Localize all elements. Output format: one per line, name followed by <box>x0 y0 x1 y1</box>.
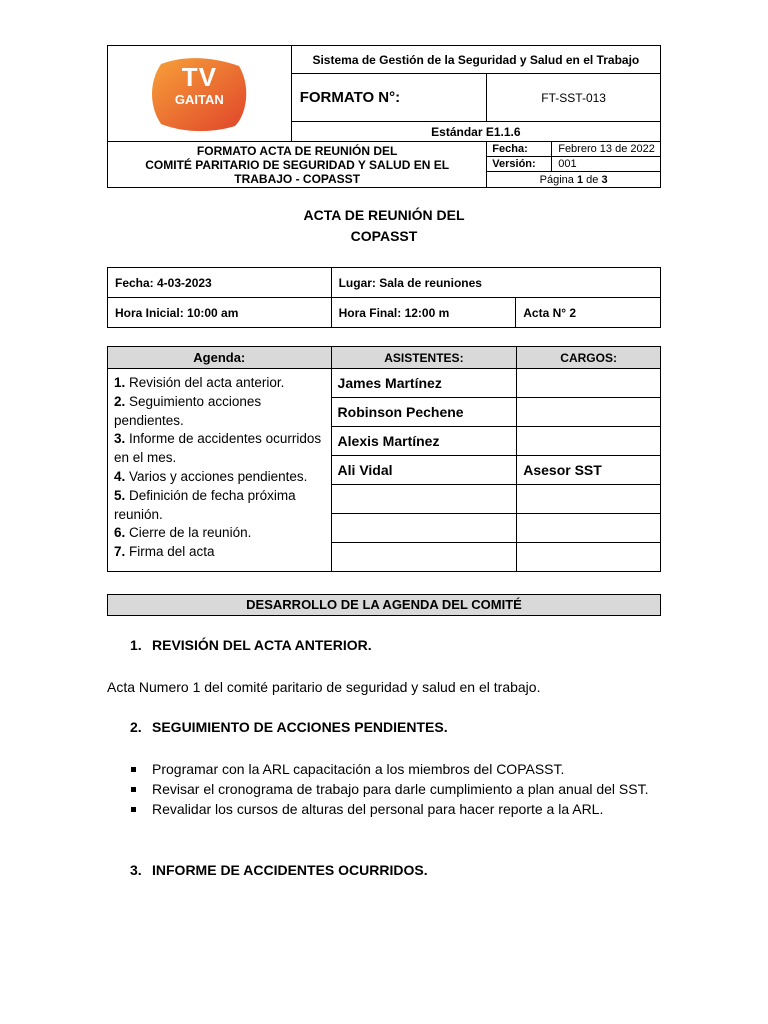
bullet-item: Revisar el cronograma de trabajo para darle cumplimiento a plan anual del SST. <box>131 779 671 799</box>
standard-label: Estándar E1.1.6 <box>291 122 660 142</box>
attendee-role <box>517 514 661 543</box>
attendee-name: Ali Vidal <box>331 456 517 485</box>
attendee-role <box>517 369 661 398</box>
development-section-bar: DESARROLLO DE LA AGENDA DEL COMITÉ <box>107 594 661 616</box>
page-indicator: Página 1 de 3 <box>487 172 661 188</box>
attendee-name: James Martínez <box>331 369 517 398</box>
attendee-role <box>517 427 661 456</box>
acta-title: ACTA DE REUNIÓN DEL COPASST <box>303 207 465 244</box>
section-1-heading: 1. REVISIÓN DEL ACTA ANTERIOR. <box>130 637 372 653</box>
agenda-list <box>108 369 332 572</box>
bullet-square-icon <box>131 787 136 792</box>
agenda-header: Agenda: <box>108 347 332 369</box>
agenda-item: 5. Definición de fecha próxima reunión. <box>114 487 296 522</box>
attendee-name: Alexis Martínez <box>331 427 517 456</box>
system-title: Sistema de Gestión de la Seguridad y Salud en el Trabajo <box>291 46 660 74</box>
bullet-item: Programar con la ARL capacitación a los miembros del COPASST. <box>131 759 671 779</box>
bullet-square-icon <box>131 807 136 812</box>
document-title <box>108 142 487 188</box>
attendee-name: Robinson Pechene <box>331 398 517 427</box>
hora-final-field: Hora Final: 12:00 m <box>331 298 516 328</box>
version-value: 001 <box>552 157 661 172</box>
attendee-role <box>517 543 661 572</box>
fecha-field: Fecha: 4-03-2023 <box>108 268 332 298</box>
attendee-role <box>517 398 661 427</box>
logo-text: TV <box>181 61 217 92</box>
version-label: Versión: <box>487 157 552 172</box>
logo-cell <box>108 46 292 142</box>
section-2-bullets <box>131 759 671 819</box>
agenda-item: 1. Revisión del acta anterior. <box>114 375 285 390</box>
asistentes-header: ASISTENTES: <box>331 347 517 369</box>
attendee-name <box>331 543 517 572</box>
meeting-info-table <box>107 267 661 328</box>
attendee-name <box>331 514 517 543</box>
attendee-role: Asesor SST <box>517 456 661 485</box>
format-label: FORMATO N°: <box>291 74 487 122</box>
logo-subtext: GAITAN <box>174 91 224 107</box>
acta-number-field: Acta N° 2 <box>516 298 661 328</box>
agenda-item: 7. Firma del acta <box>114 544 215 560</box>
agenda-item: 6. Cierre de la reunión. <box>114 525 252 541</box>
section-2-heading: 2. SEGUIMIENTO DE ACCIONES PENDIENTES. <box>130 719 448 735</box>
section-3-heading: 3. INFORME DE ACCIDENTES OCURRIDOS. <box>130 862 428 878</box>
format-code: FT-SST-013 <box>487 74 661 122</box>
document-header <box>107 45 661 188</box>
agenda-table <box>107 346 661 572</box>
lugar-field: Lugar: Sala de reuniones <box>331 268 660 298</box>
bullet-square-icon <box>131 767 136 772</box>
date-value: Febrero 13 de 2022 <box>552 142 661 157</box>
document-title-line-3: TRABAJO - COPASST <box>234 171 361 186</box>
agenda-item: 4. Varios y acciones pendientes. <box>114 468 308 484</box>
agenda-item: 3. Informe de accidentes ocurridos en el mes. <box>114 431 322 466</box>
bullet-item: Revalidar los cursos de alturas del personal para hacer reporte a la ARL. <box>131 799 671 819</box>
cargos-header: CARGOS: <box>517 347 661 369</box>
agenda-item: 2. Seguimiento acciones pendientes. <box>114 393 262 428</box>
hora-inicial-field: Hora Inicial: 10:00 am <box>108 298 332 328</box>
date-label: Fecha: <box>487 142 552 157</box>
section-1-text: Acta Numero 1 del comité paritario de seguridad y salud en el trabajo. <box>107 679 541 695</box>
document-title-line-2: COMITÉ PARITARIO DE SEGURIDAD Y SALUD EN EL <box>145 157 450 172</box>
document-title-line-1: FORMATO ACTA DE REUNIÓN DEL <box>196 143 398 158</box>
attendee-role <box>517 485 661 514</box>
tv-gaitan-logo <box>147 56 251 132</box>
attendee-name <box>331 485 517 514</box>
